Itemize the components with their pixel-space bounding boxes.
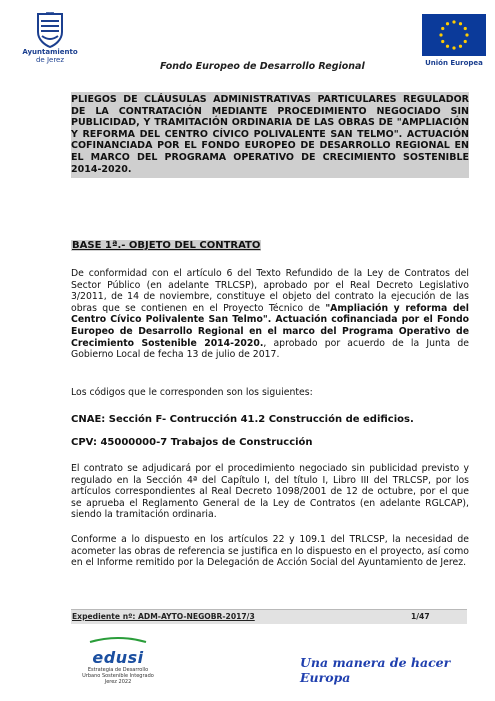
paragraph-justificacion: Conforme a lo dispuesto en los artículos 22 y 109.1 del TRLCSP, la necesidad de acometer las obras de referencia se justifica en lo dispuesto en el proyecto, así como en el Informe remitido por la Delegación de Acción Social del Ayuntamiento de Jerez. <box>71 534 469 569</box>
eu-star-icon <box>464 27 467 30</box>
document-title: PLIEGOS DE CLÁUSULAS ADMINISTRATIVAS PARTICULARES REGULADOR DE LA CONTRATACIÓN MEDIANTE PROCEDIMIENTO NEGOCIADO SIN PUBLICIDAD, Y TRAMITACIÓN ORDINARIA DE LAS OBRAS DE "AMPLIACIÓN Y REFORMA DEL CENTRO CÍVICO POLIVALENTE SAN TELMO". ACTUACIÓN COFINANCIADA POR EL FONDO EUROPEO DE DESARROLLO REGIONAL EN EL MARCO DEL PROGRAMA OPERATIVO DE CRECIMIENTO SOSTENIBLE 2014-2020. <box>71 92 469 178</box>
eu-star-icon <box>439 33 442 36</box>
edusi-line3: Jerez 2022 <box>104 679 132 685</box>
edusi-logo <box>78 629 158 685</box>
eu-logo <box>422 14 486 67</box>
org-name-line2: de Jerez <box>35 56 65 64</box>
document-body <box>71 92 469 569</box>
eu-label: Unión Europea <box>425 59 483 67</box>
slogan: Una manera de hacer Europa <box>300 655 451 685</box>
eu-star-icon <box>452 46 455 49</box>
header-title: Fondo Europeo de Desarrollo Regional <box>160 61 365 72</box>
eu-star-icon <box>452 20 455 23</box>
eu-star-icon <box>459 45 462 48</box>
eu-star-icon <box>459 22 462 25</box>
edusi-logo-icon <box>88 636 148 644</box>
paragraph-objeto <box>71 268 469 361</box>
paragraph-objeto-text-a: De conformidad con el artículo 6 del Texto Refundido de la Ley de Contratos del Sector Público (en adelante TRLCSP), aprobado por el Real Decreto Legislativo 3/2011, de 14 de noviembre, constituye el objeto del contrato la ejecución de las obras que se contienen en el Proyecto Técnico de <box>71 268 469 314</box>
cnae-code: CNAE: Sección F- Contrucción 41.2 Construcción de edificios. <box>71 414 414 425</box>
eu-star-icon <box>446 22 449 25</box>
paragraph-objeto-bold: "Ampliación y reforma del Centro Cívico Polivalente San Telmo". Actuación cofinanciada por el Fondo Europeo de Desarrollo Regional en el marco del Programa Operativo de Crecimiento Sostenible 2014-2020. <box>71 302 469 349</box>
eu-star-icon <box>441 40 444 43</box>
eu-star-icon <box>441 27 444 30</box>
eu-star-icon <box>465 33 468 36</box>
base-heading: BASE 1ª.- OBJETO DEL CONTRATO <box>72 240 261 251</box>
edusi-line1: Estrategia de Desarrollo <box>87 667 149 673</box>
paragraph-procedimiento: El contrato se adjudicará por el procedimiento negociado sin publicidad previsto y regulado en la Sección 4ª del Capítulo I, del título I, Libro III del TRLCSP, por los artículos correspondientes al Real Decreto 1098/2001 de 12 de octubre, por el que se aprueba el Reglamento General de la Ley de Contratos (en adelante RGLCAP), siendo la tramitación ordinaria. <box>71 463 469 521</box>
org-name-line1: Ayuntamiento <box>22 48 78 56</box>
paragraph-objeto-text-b: , aprobado por acuerdo de la Junta de Gobierno Local de fecha 13 de julio de 2017. <box>71 337 469 361</box>
eu-star-icon <box>464 40 467 43</box>
jerez-coat-of-arms-icon <box>35 12 65 48</box>
jerez-logo <box>14 12 86 64</box>
paragraph-codigos: Los códigos que le corresponden son los siguientes: <box>71 387 313 398</box>
expediente-number: Expediente nº: ADM-AYTO-NEGOBR-2017/3 <box>72 612 255 621</box>
edusi-wordmark: edusi <box>92 648 144 667</box>
cpv-code: CPV: 45000000-7 Trabajos de Construcción <box>71 437 313 448</box>
eu-flag-icon <box>422 14 486 56</box>
edusi-line2: Urbano Sostenible Integrado <box>82 673 154 679</box>
page-number: 1/47 <box>411 612 430 621</box>
eu-star-icon <box>446 45 449 48</box>
